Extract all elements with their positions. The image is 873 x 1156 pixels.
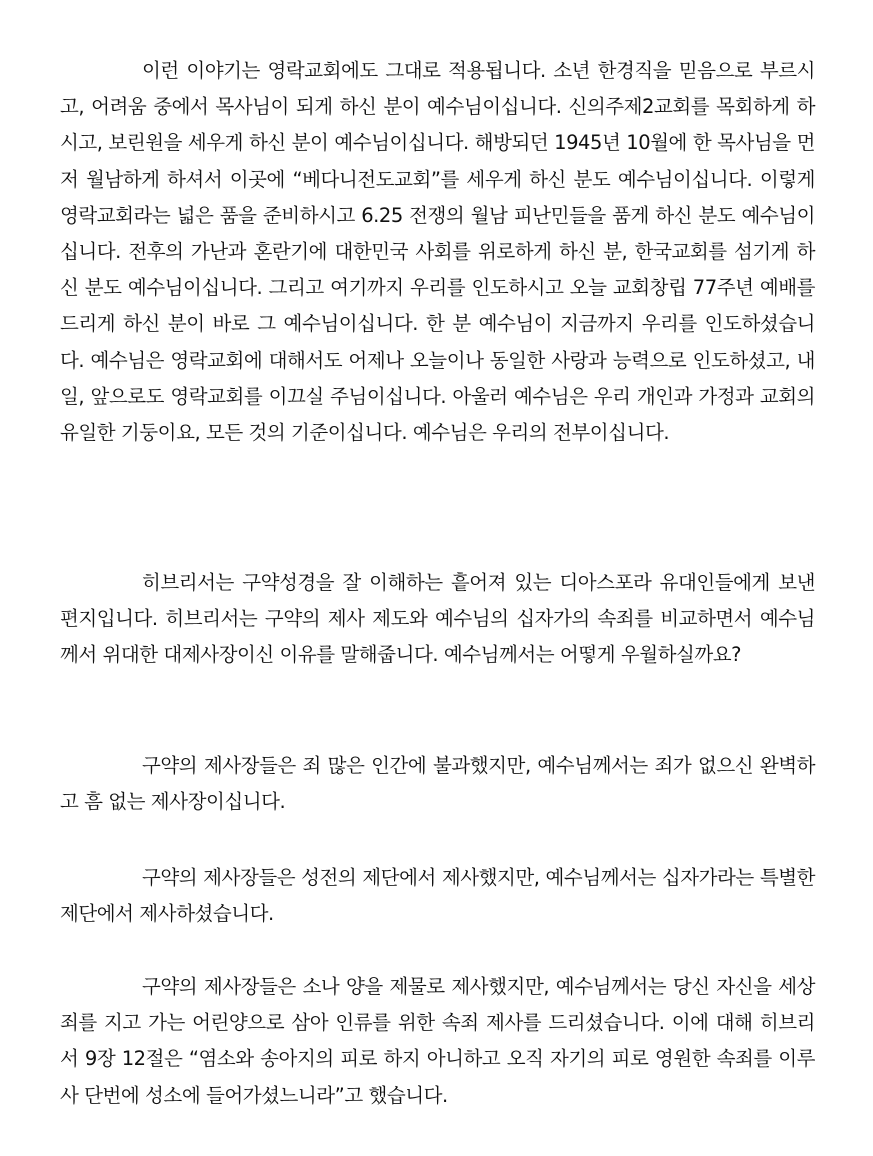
paragraph-priest-altar: 구약의 제사장들은 성전의 제단에서 제사했지만, 예수님께서는 십자가라는 특별한 제단에서 제사하셨습니다. bbox=[60, 866, 815, 926]
paragraph-church-history: 이런 이야기는 영락교회에도 그대로 적용됩니다. 소년 한경직을 믿음으로 부르시고, 어려움 중에서 목사님이 되게 하신 분이 예수님이십니다. 신의주제2교회를 목회하게 하시고, 보린원을 세우게 하신 분이 예수님이십니다. 해방되던 1945년 10월에 한 목사님을 먼저 월남하게 하셔서 이곳에 “베다니전도교회”를 세우게 하신 분도 예수님이십니다. 이렇게 영락교회라는 넓은 품을 준비하시고 6.25 전쟁의 월남 피난민들을 품게 하신 분도 예수님이십니다. 전후의 가난과 혼란기에 대한민국 사회를 위로하게 하신 분, 한국교회를 섬기게 하신 분도 예수님이십니다. 그리고 여기까지 우리를 인도하시고 오늘 교회창립 77주년 예배를 드리게 하신 분이 바로 그 예수님이십니다. 한 분 예수님이 지금까지 우리를 인도하셨습니다. 예수님은 영락교회에 대해서도 어제나 오늘이나 동일한 사랑과 능력으로 인도하셨고, 내일, 앞으로도 영락교회를 이끄실 주님이십니다. 아울러 예수님은 우리 개인과 가정과 교회의 유일한 기둥이요, 모든 것의 기준이십니다. 예수님은 우리의 전부이십니다. bbox=[60, 59, 815, 445]
paragraph-hebrews-intro: 히브리서는 구약성경을 잘 이해하는 흩어져 있는 디아스포라 유대인들에게 보낸 편지입니다. 히브리서는 구약의 제사 제도와 예수님의 십자가의 속죄를 비교하면서 예수님께서 위대한 대제사장이신 이유를 말해줍니다. 예수님께서는 어떻게 우월하실까요? bbox=[60, 571, 815, 667]
paragraph-priest-sacrifice: 구약의 제사장들은 소나 양을 제물로 제사했지만, 예수님께서는 당신 자신을 세상 죄를 지고 가는 어린양으로 삼아 인류를 위한 속죄 제사를 드리셨습니다. 이에 대해 히브리서 9장 12절은 “염소와 송아지의 피로 하지 아니하고 오직 자기의 피로 영원한 속죄를 이루사 단번에 성소에 들어가셨느니라”고 했습니다. bbox=[60, 975, 815, 1107]
paragraph-priest-sinless: 구약의 제사장들은 죄 많은 인간에 불과했지만, 예수님께서는 죄가 없으신 완벽하고 흠 없는 제사장이십니다. bbox=[60, 754, 815, 814]
